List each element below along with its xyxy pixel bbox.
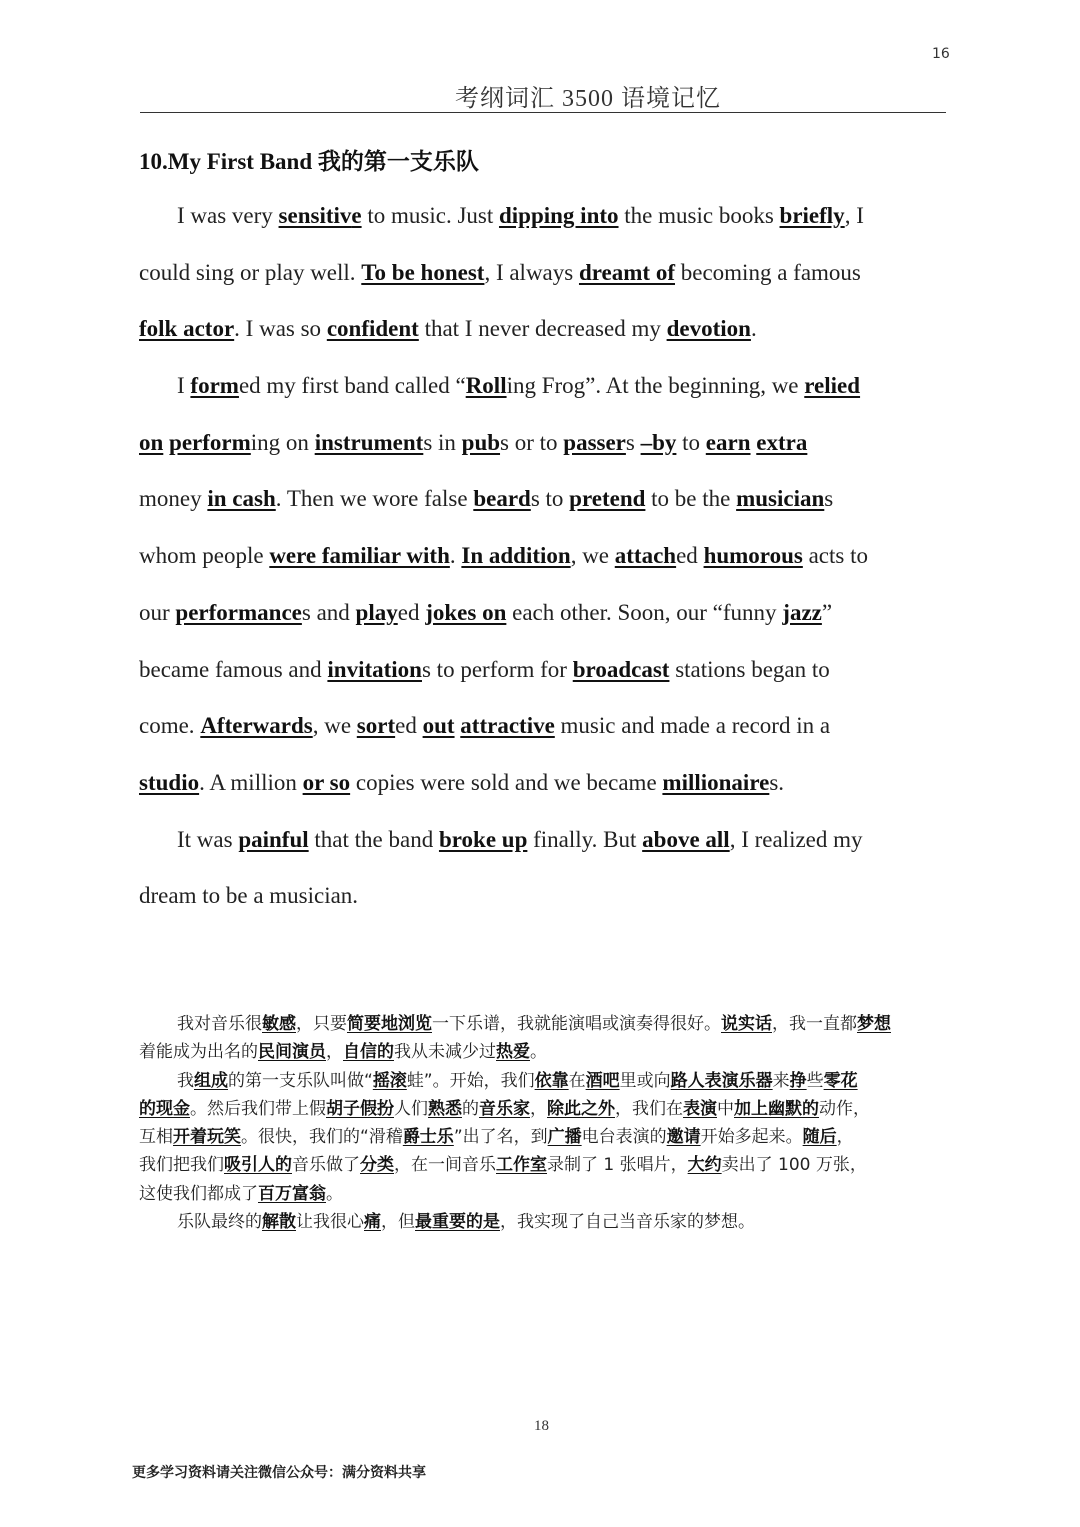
zh-highlighted-term: 工作室 bbox=[496, 1155, 547, 1176]
en-highlighted-term: jokes on bbox=[425, 599, 507, 625]
en-highlighted-term: dipping into bbox=[498, 203, 619, 228]
zh-text: 我对音乐很 bbox=[177, 1014, 262, 1034]
zh-highlighted-term: 的现金 bbox=[139, 1098, 190, 1119]
zh-text: 。然后我们带上假 bbox=[190, 1098, 326, 1119]
en-text: our bbox=[139, 599, 176, 625]
zh-highlighted-term: 加上幽默的 bbox=[734, 1098, 819, 1119]
zh-line bbox=[139, 1151, 949, 1179]
en-highlighted-term: on bbox=[139, 429, 164, 455]
en-highlighted-term: pretend bbox=[569, 486, 646, 512]
en-highlighted-term: studio bbox=[139, 769, 200, 795]
en-highlighted-term: broadcast bbox=[572, 656, 670, 682]
zh-text: 互相 bbox=[139, 1127, 173, 1148]
zh-highlighted-term: 百万富翁 bbox=[258, 1183, 326, 1204]
zh-text: 一下乐谱，我就能演唱或演奏得很好。 bbox=[432, 1014, 721, 1034]
en-text: , I bbox=[844, 203, 864, 228]
zh-highlighted-term: 表演 bbox=[683, 1098, 717, 1119]
zh-text: 。很快，我们的“滑稽 bbox=[241, 1127, 403, 1148]
zh-text: ，只要 bbox=[296, 1014, 347, 1034]
zh-highlighted-term: 痛 bbox=[364, 1212, 381, 1233]
zh-highlighted-term: 广播 bbox=[547, 1127, 582, 1148]
zh-text: 这使我们都成了 bbox=[139, 1183, 258, 1204]
en-highlighted-term: performance bbox=[175, 599, 302, 625]
zh-text: 开始多起来。 bbox=[700, 1127, 803, 1148]
zh-line bbox=[139, 1067, 949, 1095]
en-text: money bbox=[139, 486, 208, 512]
en-highlighted-term: or so bbox=[302, 769, 351, 795]
en-text: s bbox=[625, 429, 641, 455]
zh-text: ，我们在 bbox=[615, 1098, 683, 1119]
zh-text: ”出了名，到 bbox=[453, 1127, 548, 1148]
zh-text: 中 bbox=[717, 1098, 734, 1119]
page-number-top: 16 bbox=[932, 46, 950, 62]
zh-highlighted-term: 酒吧 bbox=[585, 1070, 620, 1091]
en-highlighted-term: pub bbox=[461, 429, 501, 455]
en-highlighted-term: Afterwards bbox=[200, 713, 313, 739]
en-text: , we bbox=[570, 543, 615, 569]
zh-line bbox=[139, 1123, 949, 1151]
en-highlighted-term: out bbox=[422, 713, 455, 739]
en-text: to bbox=[676, 429, 706, 455]
zh-highlighted-term: 民间演员 bbox=[258, 1042, 326, 1063]
en-highlighted-term: confident bbox=[326, 316, 419, 342]
zh-text: 人们 bbox=[394, 1098, 428, 1119]
en-highlighted-term: jazz bbox=[782, 599, 822, 625]
en-highlighted-term: In addition bbox=[461, 543, 571, 569]
zh-highlighted-term: 爵士乐 bbox=[402, 1127, 454, 1148]
en-highlighted-term: broke up bbox=[438, 826, 528, 852]
en-highlighted-term: devotion bbox=[666, 316, 751, 342]
zh-text: 。 bbox=[326, 1183, 343, 1204]
en-text: ed my first band called “ bbox=[238, 373, 466, 399]
zh-text: 来 bbox=[772, 1070, 790, 1091]
en-text: s to bbox=[530, 486, 570, 512]
zh-highlighted-term: 音乐家 bbox=[479, 1098, 530, 1119]
en-text: became famous and bbox=[139, 656, 328, 682]
zh-text: ， bbox=[836, 1127, 854, 1148]
zh-line bbox=[139, 1038, 949, 1066]
en-highlighted-term: perform bbox=[169, 429, 251, 455]
en-text: ed bbox=[397, 599, 426, 625]
en-text: that the band bbox=[308, 826, 439, 852]
en-highlighted-term: e bbox=[351, 203, 362, 228]
en-text: to music. Just bbox=[361, 203, 499, 228]
zh-text: 的 bbox=[462, 1098, 479, 1119]
en-text: becoming a famous bbox=[675, 259, 861, 285]
en-line bbox=[139, 358, 945, 415]
lesson-title: 10.My First Band 我的第一支乐队 bbox=[139, 149, 479, 174]
en-highlighted-term: musician bbox=[736, 486, 825, 512]
en-text: each other. Soon, our “funny bbox=[506, 599, 783, 625]
en-line bbox=[139, 528, 945, 585]
en-text: I was very bbox=[177, 203, 279, 228]
en-text: , I realized my bbox=[729, 826, 863, 852]
en-text: s in bbox=[423, 429, 462, 455]
en-text: finally. But bbox=[527, 826, 643, 852]
en-text: ing on bbox=[250, 429, 315, 455]
en-text: music and made a record in a bbox=[554, 713, 831, 739]
zh-text: 动作， bbox=[819, 1098, 870, 1119]
chinese-translation bbox=[139, 1010, 949, 1236]
en-highlighted-term: were familiar with bbox=[269, 543, 450, 569]
zh-text: ，我一直都 bbox=[772, 1014, 857, 1034]
en-highlighted-term: briefly bbox=[779, 203, 845, 228]
header-title: 考纲词汇 3500 语境记忆 bbox=[455, 86, 721, 112]
zh-text: 音乐做了 bbox=[292, 1155, 360, 1176]
zh-highlighted-term: 摇滚 bbox=[372, 1070, 407, 1091]
zh-text: ， bbox=[530, 1098, 547, 1119]
en-highlighted-term: above all bbox=[642, 826, 730, 852]
zh-highlighted-term: 大约 bbox=[687, 1155, 722, 1176]
en-highlighted-term: To be honest bbox=[361, 259, 485, 285]
zh-text: 蛙”。开始，我们 bbox=[406, 1070, 535, 1091]
zh-text: 录制了 1 张唱片， bbox=[547, 1155, 688, 1176]
en-text: . bbox=[750, 316, 757, 342]
en-text: whom people bbox=[139, 543, 270, 569]
en-line bbox=[139, 301, 945, 358]
zh-text: 卖出了 100 万张， bbox=[721, 1155, 867, 1176]
zh-text: 着能成为出名的 bbox=[139, 1042, 258, 1063]
en-line bbox=[139, 868, 945, 925]
footer-note: 更多学习资料请关注微信公众号：满分资料共享 bbox=[132, 1465, 426, 1481]
en-highlighted-term: millionaire bbox=[662, 769, 770, 795]
en-text: come. bbox=[139, 713, 201, 739]
en-highlighted-term: sensitiv bbox=[278, 203, 352, 228]
zh-text: ，我实现了自己当音乐家的梦想。 bbox=[500, 1212, 755, 1233]
zh-highlighted-term: 零花 bbox=[823, 1070, 858, 1091]
zh-highlighted-term: 除此之外 bbox=[547, 1098, 615, 1119]
en-line bbox=[139, 188, 945, 245]
en-line bbox=[139, 698, 945, 755]
zh-highlighted-term: 吸引人的 bbox=[224, 1155, 292, 1176]
zh-line bbox=[139, 1208, 949, 1236]
en-text: . bbox=[449, 543, 462, 569]
zh-text: 电台表演的 bbox=[581, 1127, 667, 1148]
zh-highlighted-term: 随后 bbox=[802, 1127, 837, 1148]
en-text: dream to be a musician. bbox=[139, 883, 359, 909]
en-highlighted-term: in cash bbox=[207, 486, 276, 512]
zh-highlighted-term: 开着玩笑 bbox=[173, 1127, 241, 1148]
en-highlighted-term: extra bbox=[756, 429, 808, 455]
zh-text: 让我很心 bbox=[296, 1212, 364, 1233]
zh-highlighted-term: 胡子假扮 bbox=[326, 1098, 394, 1119]
zh-highlighted-term: 挣 bbox=[789, 1070, 807, 1091]
zh-text: ，在一间音乐 bbox=[394, 1155, 496, 1176]
en-text: . Then we wore false bbox=[275, 486, 474, 512]
en-text: that I never decreased my bbox=[418, 316, 667, 342]
zh-highlighted-term: 敏感 bbox=[262, 1014, 296, 1034]
en-text: copies were sold and we became bbox=[350, 769, 663, 795]
english-passage bbox=[139, 188, 945, 925]
zh-text: ，但 bbox=[381, 1212, 415, 1233]
zh-text: 里或向 bbox=[619, 1070, 671, 1091]
zh-line bbox=[139, 1095, 949, 1123]
en-highlighted-term: relied bbox=[804, 373, 861, 399]
en-highlighted-term: humorous bbox=[703, 543, 803, 569]
en-text: ed bbox=[676, 543, 704, 569]
en-highlighted-term: folk actor bbox=[139, 316, 235, 342]
en-text: s. bbox=[769, 769, 785, 795]
en-text: . A million bbox=[199, 769, 303, 795]
zh-highlighted-term: 邀请 bbox=[666, 1127, 701, 1148]
en-text: the music books bbox=[618, 203, 780, 228]
en-text: , we bbox=[312, 713, 357, 739]
en-text: stations began to bbox=[669, 656, 830, 682]
en-highlighted-term: play bbox=[355, 599, 398, 625]
zh-highlighted-term: 最重要的是 bbox=[415, 1212, 500, 1233]
zh-highlighted-term: 熟悉 bbox=[428, 1098, 462, 1119]
zh-highlighted-term: 路人表演乐器 bbox=[670, 1070, 773, 1091]
en-line bbox=[139, 812, 945, 869]
en-text: acts to bbox=[802, 543, 868, 569]
zh-text: 。 bbox=[530, 1042, 547, 1063]
en-text: could sing or play well. bbox=[139, 259, 362, 285]
en-line bbox=[139, 585, 945, 642]
en-text: s and bbox=[301, 599, 356, 625]
zh-highlighted-term: 简要地浏览 bbox=[347, 1014, 432, 1034]
page-number-bottom: 18 bbox=[534, 1418, 549, 1434]
en-text: s to perform for bbox=[421, 656, 573, 682]
en-highlighted-term: invitation bbox=[327, 656, 422, 682]
en-highlighted-term: sort bbox=[356, 713, 396, 739]
en-text: It was bbox=[177, 826, 239, 852]
en-text: ing Frog”. At the beginning, we bbox=[506, 373, 805, 399]
zh-text: 乐队最终的 bbox=[177, 1212, 262, 1233]
en-highlighted-term: –by bbox=[640, 429, 677, 455]
en-text: . I was so bbox=[234, 316, 327, 342]
en-text: to be the bbox=[645, 486, 737, 512]
en-highlighted-term: passer bbox=[563, 429, 626, 455]
en-highlighted-term: earn bbox=[705, 429, 751, 455]
en-highlighted-term: Roll bbox=[465, 373, 507, 399]
zh-highlighted-term: 自信的 bbox=[343, 1042, 394, 1063]
zh-highlighted-term: 说实话 bbox=[721, 1014, 772, 1034]
zh-highlighted-term: 解散 bbox=[262, 1212, 296, 1233]
zh-highlighted-term: 梦想 bbox=[857, 1014, 891, 1034]
en-text: s or to bbox=[500, 429, 564, 455]
en-highlighted-term: form bbox=[190, 373, 239, 399]
zh-line bbox=[139, 1180, 949, 1208]
en-line bbox=[139, 755, 945, 812]
zh-line bbox=[139, 1010, 949, 1038]
en-highlighted-term: dreamt of bbox=[578, 259, 675, 285]
en-text: ” bbox=[821, 599, 833, 625]
en-highlighted-term: attractive bbox=[460, 713, 555, 739]
zh-highlighted-term: 分类 bbox=[360, 1155, 394, 1176]
zh-text: 在 bbox=[568, 1070, 586, 1091]
zh-text: 我们把我们 bbox=[139, 1155, 224, 1176]
en-line bbox=[139, 642, 945, 699]
en-text: , I always bbox=[484, 259, 579, 285]
zh-text: ， bbox=[326, 1042, 343, 1063]
zh-text: 我从未减少过 bbox=[394, 1042, 496, 1063]
en-line bbox=[139, 245, 945, 302]
en-highlighted-term: beard bbox=[473, 486, 531, 512]
zh-highlighted-term: 依靠 bbox=[534, 1070, 569, 1091]
en-highlighted-term: painful bbox=[238, 826, 309, 852]
zh-highlighted-term: 组成 bbox=[194, 1070, 228, 1091]
header-divider bbox=[140, 112, 946, 113]
zh-text: 的第一支乐队叫做“ bbox=[228, 1070, 373, 1091]
en-highlighted-term: instrument bbox=[314, 429, 424, 455]
zh-text: 我 bbox=[177, 1070, 194, 1091]
en-line bbox=[139, 471, 945, 528]
en-line bbox=[139, 415, 945, 472]
zh-highlighted-term: 热爱 bbox=[496, 1042, 530, 1063]
en-text: s bbox=[824, 486, 834, 512]
zh-text: 些 bbox=[806, 1070, 824, 1091]
en-text: I bbox=[177, 373, 191, 399]
en-text: ed bbox=[395, 713, 423, 739]
en-highlighted-term: attach bbox=[614, 543, 677, 569]
